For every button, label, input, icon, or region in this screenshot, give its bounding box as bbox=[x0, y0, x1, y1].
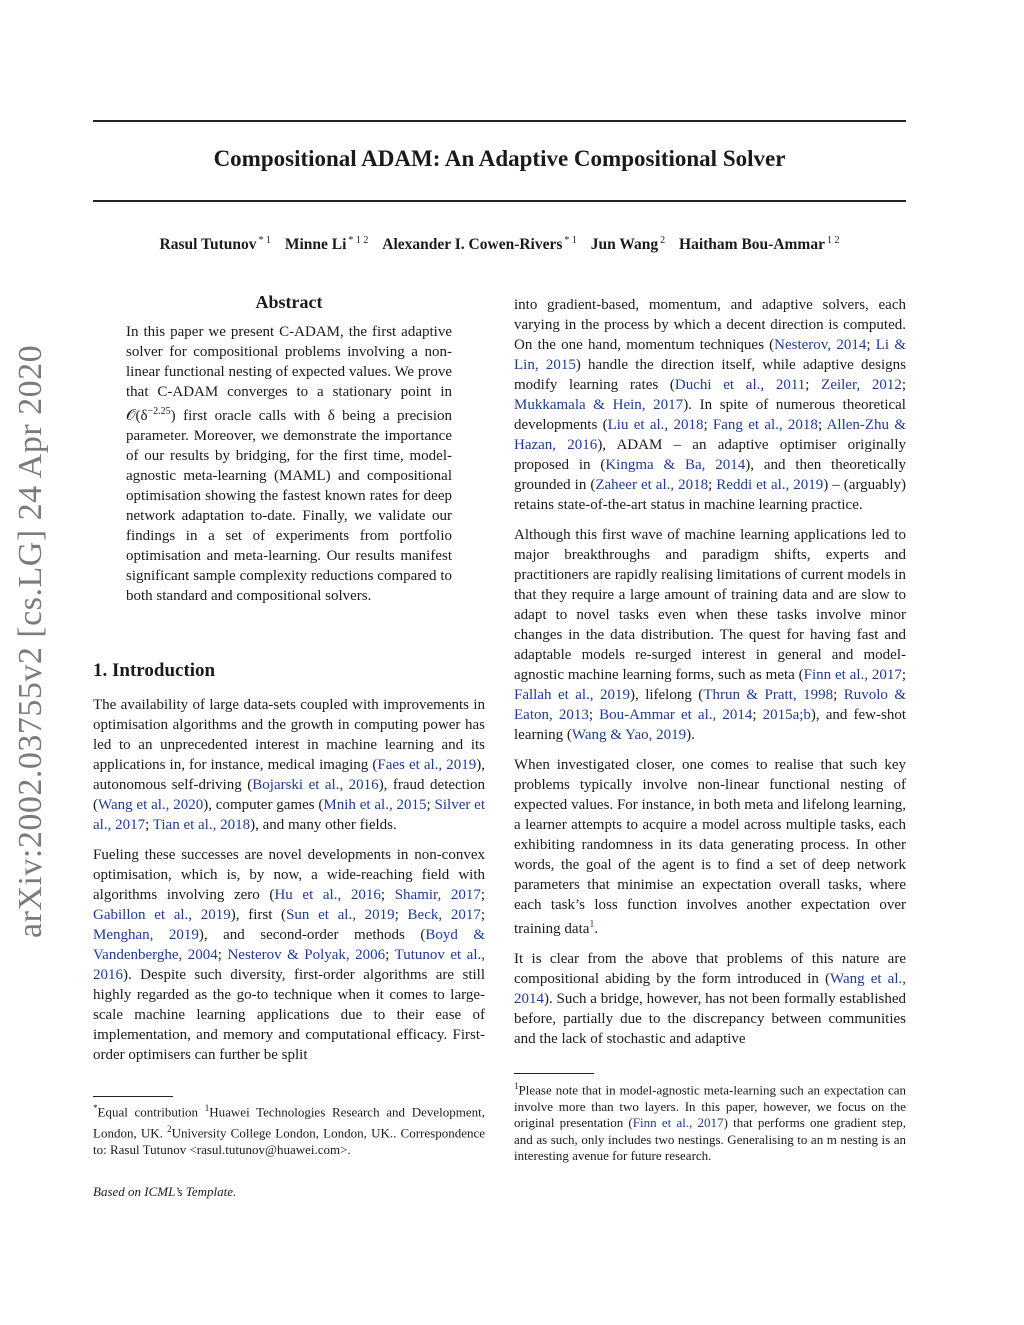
citation-link[interactable]: Nesterov, 2014 bbox=[774, 337, 867, 353]
top-rule bbox=[93, 120, 906, 122]
citation-link[interactable]: Ruvolo & Eaton, 2013 bbox=[514, 687, 906, 723]
citation-link[interactable]: Wang & Yao, 2019 bbox=[571, 727, 687, 743]
citation-link[interactable]: Mukkamala & Hein, 2017 bbox=[514, 397, 684, 413]
citation-link[interactable]: Allen-Zhu & Hazan, 2016 bbox=[514, 417, 907, 453]
citation-link[interactable]: Kingma & Ba, 2014 bbox=[605, 457, 746, 473]
citation-link[interactable]: Finn et al., 2017 bbox=[803, 667, 902, 683]
citation-link[interactable]: Finn et al., 2017 bbox=[632, 1115, 724, 1131]
author-list bbox=[93, 235, 906, 254]
paragraph: It is clear from the above that problems of this nature are compositional abiding by the form introduced in (Wang et al., 2014). Such a bridge, however, has not been formally established before, partially due to the discrepancy between communities and the lack of stochastic and adaptive bbox=[514, 951, 906, 1047]
footnote-rule bbox=[514, 1073, 594, 1074]
paragraph: The availability of large data-sets coupled with improvements in optimisation algorithms and the growth in computing power has led to an unprecedented interest in machine learning and its applications in, for instance, medical imaging (Faes et al., 2019), autonomous self-driving (Bojarski et al., 2016), fraud detection (Wang et al., 2020), computer games (Mnih et al., 2015; Silver et al., 2017; Tian et al., 2018), and many other fields. bbox=[93, 697, 486, 833]
citation-link[interactable]: Reddi et al., 2019 bbox=[716, 477, 824, 493]
citation-link[interactable]: Liu et al., 2018 bbox=[607, 417, 704, 433]
citation-link[interactable]: Tutunov et al., 2016 bbox=[93, 947, 486, 983]
citation-link[interactable]: Boyd & Vandenberghe, 2004 bbox=[93, 927, 485, 963]
citation-link[interactable]: Li & Lin, 2015 bbox=[514, 337, 906, 373]
right-column-body bbox=[514, 295, 906, 1049]
footnote-affiliations: *Equal contribution $^1$Huawei Technologies Research and Development, London, UK. $^2$University College London, London, UK.. Correspondence to: Rasul Tutunov <rasul.tutunov@huawei.com>. bbox=[93, 1103, 486, 1157]
citation-link[interactable]: Menghan, 2019 bbox=[93, 927, 199, 943]
author: Alexander I. Cowen-Rivers $^{* 1}$ bbox=[382, 235, 577, 254]
citation-link[interactable]: Sun et al., 2019 bbox=[286, 907, 395, 923]
citation-link[interactable]: Wang et al., 2014 bbox=[514, 971, 906, 1007]
footnote-rule bbox=[93, 1096, 173, 1097]
citation-link[interactable]: Thrun & Pratt, 1998 bbox=[703, 687, 834, 703]
citation-link[interactable]: Wang et al., 2020 bbox=[98, 797, 204, 813]
abstract-body: In this paper we present C-ADAM, the first adaptive solver for compositional problems involving a non-linear functional nesting of expected values. We prove that C-ADAM converges to a stationary point in $𝒪(\delta^{-2.25})$ first oracle calls with δ being a precision parameter. Moreover, we demonstrate the importance of our results by bridging, for the first time, model-agnostic meta-learning (MAML) and compositional optimisation showing the fastest known rates for deep network adaptation to-date. Finally, we validate our findings in a set of experiments from portfolio optimisation and meta-learning. Our results manifest significant sample complexity reductions compared to both standard and compositional solvers. bbox=[126, 324, 452, 604]
paragraph: When investigated closer, one comes to realise that such key problems typically involve non-linear functional nesting of expected values. For instance, in both meta and lifelong learning, a learner attempts to acquire a model across multiple tasks, each exhibiting randomness in its data generating process. In other words, the goal of the agent is to find a set of deep network parameters that minimise an expectation overall tasks, where each task’s loss function involves another expectation over training data$^1$. bbox=[514, 757, 906, 937]
citation-link[interactable]: Faes et al., 2019 bbox=[377, 757, 477, 773]
paragraph: Fueling these successes are novel developments in non-convex optimisation, which is, by now, a wide-reaching field with algorithms involving zero (Hu et al., 2016; Shamir, 2017; Gabillon et al., 2019), first (Sun et al., 2019; Beck, 2017; Menghan, 2019), and second-order methods (Boyd & Vandenberghe, 2004; Nesterov & Polyak, 2006; Tutunov et al., 2016). Despite such diversity, first-order algorithms are still highly regarded as the go-to technique when it comes to large-scale machine learning applications due to their ease of implementation, and memory and computational efficacy. First-order optimisers can further be split bbox=[93, 847, 486, 1063]
author: Minne Li $^{* 1 2}$ bbox=[284, 235, 369, 254]
paper-title: Compositional ADAM: An Adaptive Compositional Solver bbox=[213, 146, 786, 171]
title-rule bbox=[93, 200, 906, 202]
left-column-body bbox=[93, 695, 485, 1065]
citation-link[interactable]: Mnih et al., 2015 bbox=[323, 797, 427, 813]
citation-link[interactable]: Fallah et al., 2019 bbox=[514, 687, 630, 703]
citation-link[interactable]: Bojarski et al., 2016 bbox=[252, 777, 379, 793]
citation-link[interactable]: Tian et al., 2018 bbox=[152, 817, 251, 833]
paragraph: Although this first wave of machine learning applications led to major breakthroughs and paradigm shifts, experts and practitioners are rapidly realising limitations of current models in that they require a large amount of training data and are slow to adapt to novel tasks even when these tasks involve minor changes in the data distribution. The quest for having fast and adaptable models re-surged interest in general and model-agnostic machine learning forms, such as meta (Finn et al., 2017; Fallah et al., 2019), lifelong (Thrun & Pratt, 1998; Ruvolo & Eaton, 2013; Bou-Ammar et al., 2014; 2015a;b), and few-shot learning (Wang & Yao, 2019). bbox=[514, 527, 906, 743]
section-heading-introduction: 1. Introduction bbox=[93, 660, 216, 681]
citation-link[interactable]: Fang et al., 2018 bbox=[712, 417, 818, 433]
abstract-heading: Abstract bbox=[255, 292, 323, 312]
arxiv-stamp: arXiv:2002.03755v2 [cs.LG] 24 Apr 2020 bbox=[12, 344, 49, 938]
citation-link[interactable]: Zaheer et al., 2018 bbox=[595, 477, 709, 493]
author: Jun Wang $^2$ bbox=[590, 235, 666, 254]
citation-link[interactable]: Zeiler, 2012 bbox=[821, 377, 902, 393]
citation-link[interactable]: Gabillon et al., 2019 bbox=[93, 907, 231, 923]
citation-link[interactable]: Beck, 2017 bbox=[407, 907, 481, 923]
citation-link[interactable]: Silver et al., 2017 bbox=[93, 797, 486, 833]
author: Haitham Bou-Ammar $^{1 2}$ bbox=[679, 235, 840, 254]
template-note: Based on ICML’s Template. bbox=[93, 1184, 237, 1199]
paragraph: into gradient-based, momentum, and adaptive solvers, each varying in the process by which a decent direction is computed. On the one hand, momentum techniques (Nesterov, 2014; Li & Lin, 2015) handle the direction itself, while adaptive designs modify learning rates (Duchi et al., 2011; Zeiler, 2012; Mukkamala & Hein, 2017). In spite of numerous theoretical developments (Liu et al., 2018; Fang et al., 2018; Allen-Zhu & Hazan, 2016), ADAM – an adaptive optimiser originally proposed in (Kingma & Ba, 2014), and then theoretically grounded in (Zaheer et al., 2018; Reddi et al., 2019) – (arguably) retains state-of-the-art status in machine learning practice. bbox=[514, 297, 907, 513]
citation-link[interactable]: Hu et al., 2016 bbox=[274, 887, 381, 903]
citation-link[interactable]: Bou-Ammar et al., 2014 bbox=[599, 707, 753, 723]
citation-link[interactable]: Duchi et al., 2011 bbox=[674, 377, 806, 393]
citation-link[interactable]: Nesterov & Polyak, 2006 bbox=[227, 947, 386, 963]
footnote-1: $^1$Please note that in model-agnostic meta-learning such an expectation can involve more than two layers. In this paper, however, we focus on the original presentation (Finn et al., 2017) that performs one gradient step, and as such, only includes two nestings. Generalising to an m nesting is an interesting avenue for future research. bbox=[514, 1081, 906, 1164]
author: Rasul Tutunov $^{* 1}$ bbox=[159, 235, 271, 254]
citation-link[interactable]: 2015a;b bbox=[762, 707, 811, 723]
citation-link[interactable]: Shamir, 2017 bbox=[394, 887, 481, 903]
